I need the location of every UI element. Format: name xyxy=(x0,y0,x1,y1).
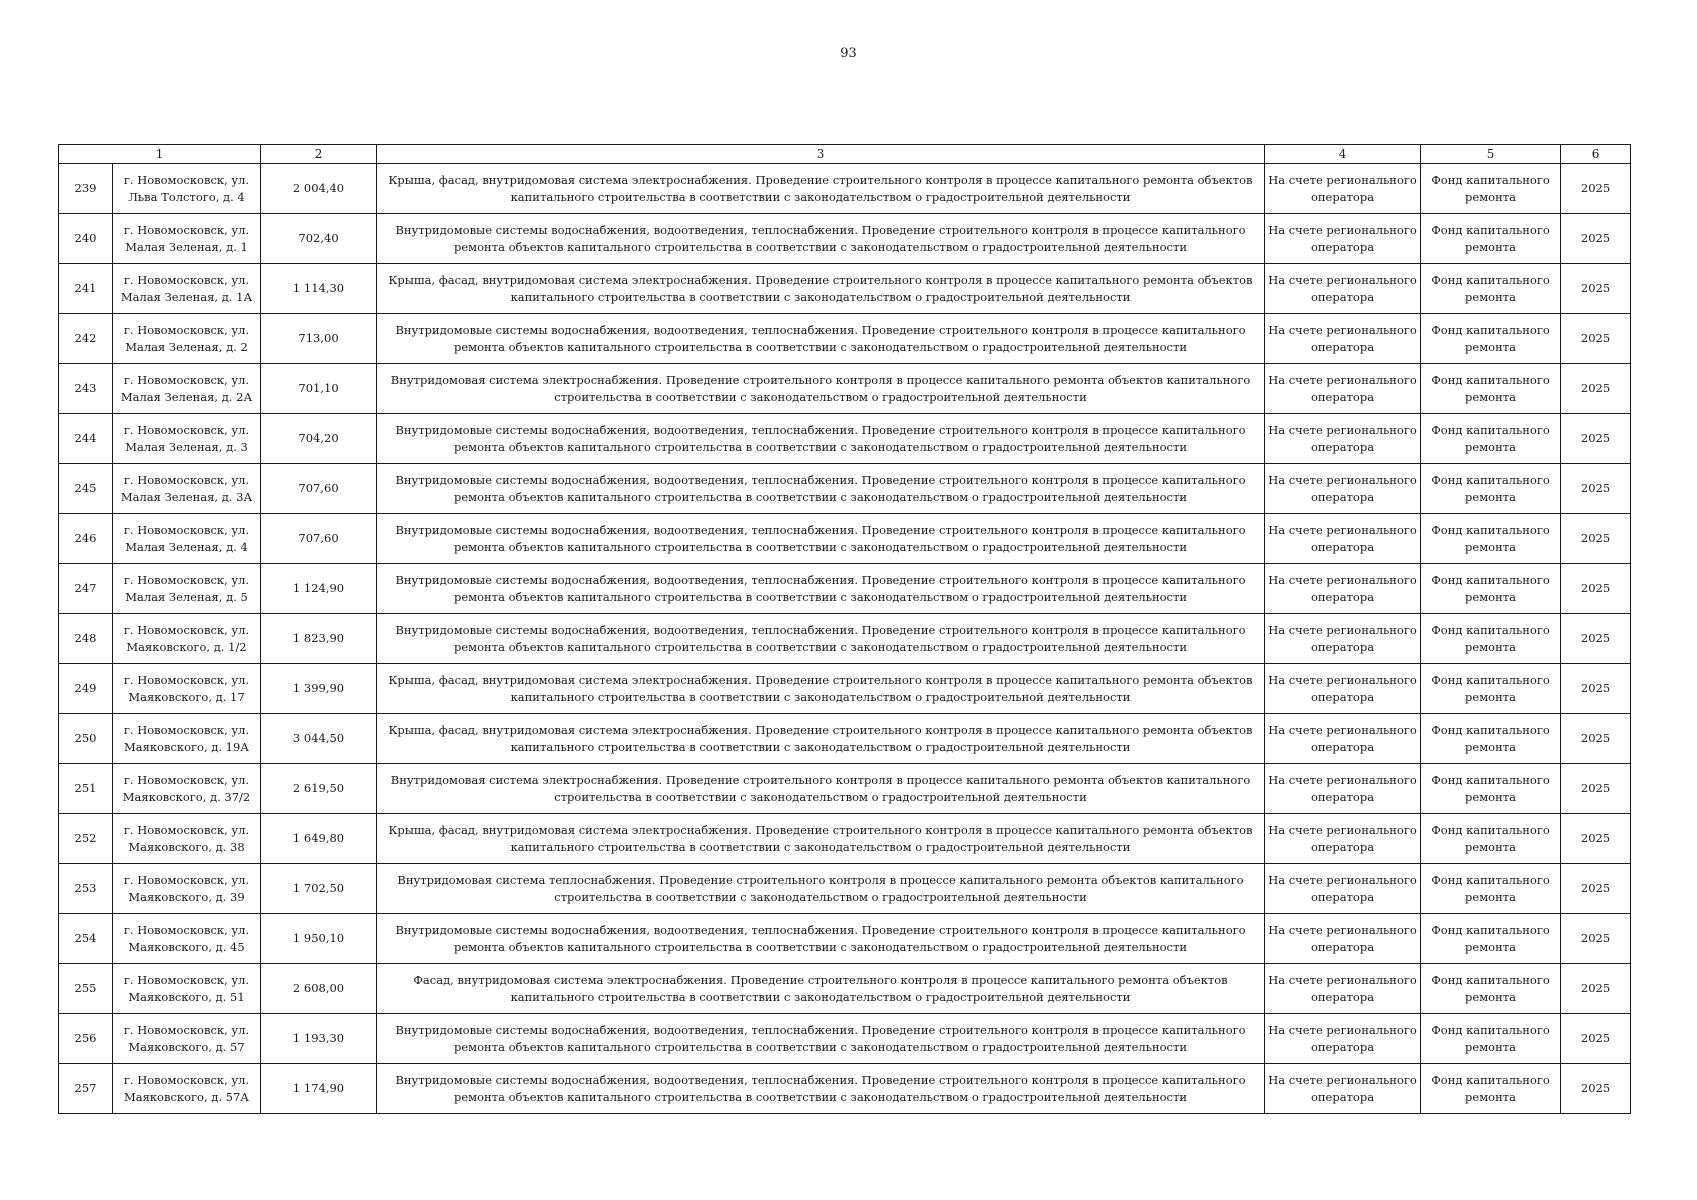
row-number-cell: 250 xyxy=(59,714,113,764)
area-cell: 707,60 xyxy=(261,514,377,564)
year-cell: 2025 xyxy=(1561,714,1631,764)
table-row xyxy=(59,464,1631,514)
row-number-cell: 254 xyxy=(59,914,113,964)
row-number-cell: 252 xyxy=(59,814,113,864)
table-row xyxy=(59,164,1631,214)
address-cell: г. Новомосковск, ул. Маяковского, д. 37/2 xyxy=(113,764,261,814)
account-cell: На счете регионального оператора xyxy=(1265,914,1421,964)
column-header-4: 4 xyxy=(1265,145,1421,164)
works-cell: Внутридомовые системы водоснабжения, водоотведения, теплоснабжения. Проведение строительного контроля в процессе капитального ремонта объектов капитального строительства в соответствии с законодательством о градостроительной деятельности xyxy=(377,564,1265,614)
works-cell: Крыша, фасад, внутридомовая система электроснабжения. Проведение строительного контроля в процессе капитального ремонта объектов капитального строительства в соответствии с законодательством о градостроительной деятельности xyxy=(377,664,1265,714)
year-cell: 2025 xyxy=(1561,764,1631,814)
works-cell: Внутридомовые системы водоснабжения, водоотведения, теплоснабжения. Проведение строительного контроля в процессе капитального ремонта объектов капитального строительства в соответствии с законодательством о градостроительной деятельности xyxy=(377,514,1265,564)
year-cell: 2025 xyxy=(1561,164,1631,214)
address-cell: г. Новомосковск, ул. Малая Зеленая, д. 1 xyxy=(113,214,261,264)
area-cell: 1 399,90 xyxy=(261,664,377,714)
area-cell: 1 114,30 xyxy=(261,264,377,314)
address-cell: г. Новомосковск, ул. Маяковского, д. 57 xyxy=(113,1014,261,1064)
row-number-cell: 241 xyxy=(59,264,113,314)
works-cell: Внутридомовые системы водоснабжения, водоотведения, теплоснабжения. Проведение строительного контроля в процессе капитального ремонта объектов капитального строительства в соответствии с законодательством о градостроительной деятельности xyxy=(377,914,1265,964)
area-cell: 3 044,50 xyxy=(261,714,377,764)
row-number-cell: 251 xyxy=(59,764,113,814)
funding-source-cell: Фонд капитального ремонта xyxy=(1421,1064,1561,1114)
address-cell: г. Новомосковск, ул. Маяковского, д. 39 xyxy=(113,864,261,914)
area-cell: 1 124,90 xyxy=(261,564,377,614)
table-row xyxy=(59,414,1631,464)
area-cell: 2 608,00 xyxy=(261,964,377,1014)
year-cell: 2025 xyxy=(1561,1014,1631,1064)
works-cell: Крыша, фасад, внутридомовая система электроснабжения. Проведение строительного контроля в процессе капитального ремонта объектов капитального строительства в соответствии с законодательством о градостроительной деятельности xyxy=(377,714,1265,764)
address-cell: г. Новомосковск, ул. Льва Толстого, д. 4 xyxy=(113,164,261,214)
address-cell: г. Новомосковск, ул. Малая Зеленая, д. 2А xyxy=(113,364,261,414)
works-cell: Внутридомовые системы водоснабжения, водоотведения, теплоснабжения. Проведение строительного контроля в процессе капитального ремонта объектов капитального строительства в соответствии с законодательством о градостроительной деятельности xyxy=(377,614,1265,664)
year-cell: 2025 xyxy=(1561,914,1631,964)
row-number-cell: 253 xyxy=(59,864,113,914)
table-row xyxy=(59,614,1631,664)
funding-source-cell: Фонд капитального ремонта xyxy=(1421,314,1561,364)
column-header-2: 2 xyxy=(261,145,377,164)
year-cell: 2025 xyxy=(1561,314,1631,364)
area-cell: 1 174,90 xyxy=(261,1064,377,1114)
works-cell: Внутридомовые системы водоснабжения, водоотведения, теплоснабжения. Проведение строительного контроля в процессе капитального ремонта объектов капитального строительства в соответствии с законодательством о градостроительной деятельности xyxy=(377,314,1265,364)
account-cell: На счете регионального оператора xyxy=(1265,1014,1421,1064)
address-cell: г. Новомосковск, ул. Малая Зеленая, д. 3А xyxy=(113,464,261,514)
table-row xyxy=(59,964,1631,1014)
address-cell: г. Новомосковск, ул. Малая Зеленая, д. 3 xyxy=(113,414,261,464)
column-header-1: 1 xyxy=(59,145,261,164)
funding-source-cell: Фонд капитального ремонта xyxy=(1421,364,1561,414)
funding-source-cell: Фонд капитального ремонта xyxy=(1421,864,1561,914)
funding-source-cell: Фонд капитального ремонта xyxy=(1421,714,1561,764)
row-number-cell: 242 xyxy=(59,314,113,364)
table-row xyxy=(59,564,1631,614)
works-cell: Крыша, фасад, внутридомовая система электроснабжения. Проведение строительного контроля в процессе капитального ремонта объектов капитального строительства в соответствии с законодательством о градостроительной деятельности xyxy=(377,164,1265,214)
funding-source-cell: Фонд капитального ремонта xyxy=(1421,564,1561,614)
column-number-row xyxy=(59,145,1631,164)
works-cell: Внутридомовые системы водоснабжения, водоотведения, теплоснабжения. Проведение строительного контроля в процессе капитального ремонта объектов капитального строительства в соответствии с законодательством о градостроительной деятельности xyxy=(377,464,1265,514)
funding-source-cell: Фонд капитального ремонта xyxy=(1421,464,1561,514)
table-row xyxy=(59,864,1631,914)
account-cell: На счете регионального оператора xyxy=(1265,514,1421,564)
funding-source-cell: Фонд капитального ремонта xyxy=(1421,614,1561,664)
account-cell: На счете регионального оператора xyxy=(1265,364,1421,414)
year-cell: 2025 xyxy=(1561,1064,1631,1114)
funding-source-cell: Фонд капитального ремонта xyxy=(1421,514,1561,564)
address-cell: г. Новомосковск, ул. Маяковского, д. 45 xyxy=(113,914,261,964)
address-cell: г. Новомосковск, ул. Маяковского, д. 57А xyxy=(113,1064,261,1114)
table-row xyxy=(59,814,1631,864)
address-cell: г. Новомосковск, ул. Малая Зеленая, д. 1А xyxy=(113,264,261,314)
area-cell: 704,20 xyxy=(261,414,377,464)
account-cell: На счете регионального оператора xyxy=(1265,664,1421,714)
year-cell: 2025 xyxy=(1561,264,1631,314)
row-number-cell: 245 xyxy=(59,464,113,514)
area-cell: 2 619,50 xyxy=(261,764,377,814)
account-cell: На счете регионального оператора xyxy=(1265,614,1421,664)
table-row xyxy=(59,1014,1631,1064)
row-number-cell: 240 xyxy=(59,214,113,264)
address-cell: г. Новомосковск, ул. Малая Зеленая, д. 5 xyxy=(113,564,261,614)
row-number-cell: 244 xyxy=(59,414,113,464)
address-cell: г. Новомосковск, ул. Малая Зеленая, д. 2 xyxy=(113,314,261,364)
year-cell: 2025 xyxy=(1561,214,1631,264)
year-cell: 2025 xyxy=(1561,514,1631,564)
year-cell: 2025 xyxy=(1561,664,1631,714)
works-cell: Крыша, фасад, внутридомовая система электроснабжения. Проведение строительного контроля в процессе капитального ремонта объектов капитального строительства в соответствии с законодательством о градостроительной деятельности xyxy=(377,264,1265,314)
works-cell: Крыша, фасад, внутридомовая система электроснабжения. Проведение строительного контроля в процессе капитального ремонта объектов капитального строительства в соответствии с законодательством о градостроительной деятельности xyxy=(377,814,1265,864)
year-cell: 2025 xyxy=(1561,964,1631,1014)
account-cell: На счете регионального оператора xyxy=(1265,214,1421,264)
account-cell: На счете регионального оператора xyxy=(1265,1064,1421,1114)
address-cell: г. Новомосковск, ул. Малая Зеленая, д. 4 xyxy=(113,514,261,564)
funding-source-cell: Фонд капитального ремонта xyxy=(1421,964,1561,1014)
account-cell: На счете регионального оператора xyxy=(1265,864,1421,914)
row-number-cell: 247 xyxy=(59,564,113,614)
year-cell: 2025 xyxy=(1561,364,1631,414)
account-cell: На счете регионального оператора xyxy=(1265,764,1421,814)
year-cell: 2025 xyxy=(1561,614,1631,664)
area-cell: 2 004,40 xyxy=(261,164,377,214)
page-number: 93 xyxy=(840,46,857,61)
table-row xyxy=(59,364,1631,414)
account-cell: На счете регионального оператора xyxy=(1265,814,1421,864)
column-header-3: 3 xyxy=(377,145,1265,164)
row-number-cell: 248 xyxy=(59,614,113,664)
account-cell: На счете регионального оператора xyxy=(1265,314,1421,364)
funding-source-cell: Фонд капитального ремонта xyxy=(1421,814,1561,864)
year-cell: 2025 xyxy=(1561,564,1631,614)
address-cell: г. Новомосковск, ул. Маяковского, д. 17 xyxy=(113,664,261,714)
funding-source-cell: Фонд капитального ремонта xyxy=(1421,764,1561,814)
address-cell: г. Новомосковск, ул. Маяковского, д. 19А xyxy=(113,714,261,764)
area-cell: 1 950,10 xyxy=(261,914,377,964)
row-number-cell: 256 xyxy=(59,1014,113,1064)
account-cell: На счете регионального оператора xyxy=(1265,414,1421,464)
works-cell: Внутридомовые системы водоснабжения, водоотведения, теплоснабжения. Проведение строительного контроля в процессе капитального ремонта объектов капитального строительства в соответствии с законодательством о градостроительной деятельности xyxy=(377,1064,1265,1114)
area-cell: 1 193,30 xyxy=(261,1014,377,1064)
area-cell: 707,60 xyxy=(261,464,377,514)
address-cell: г. Новомосковск, ул. Маяковского, д. 38 xyxy=(113,814,261,864)
area-cell: 713,00 xyxy=(261,314,377,364)
address-cell: г. Новомосковск, ул. Маяковского, д. 1/2 xyxy=(113,614,261,664)
account-cell: На счете регионального оператора xyxy=(1265,564,1421,614)
table-row xyxy=(59,764,1631,814)
account-cell: На счете регионального оператора xyxy=(1265,264,1421,314)
area-cell: 701,10 xyxy=(261,364,377,414)
year-cell: 2025 xyxy=(1561,814,1631,864)
area-cell: 1 823,90 xyxy=(261,614,377,664)
area-cell: 702,40 xyxy=(261,214,377,264)
row-number-cell: 246 xyxy=(59,514,113,564)
funding-source-cell: Фонд капитального ремонта xyxy=(1421,264,1561,314)
account-cell: На счете регионального оператора xyxy=(1265,164,1421,214)
works-cell: Внутридомовая система электроснабжения. Проведение строительного контроля в процессе капитального ремонта объектов капитального строительства в соответствии с законодательством о градостроительной деятельности xyxy=(377,764,1265,814)
year-cell: 2025 xyxy=(1561,864,1631,914)
table-row xyxy=(59,664,1631,714)
table-row xyxy=(59,264,1631,314)
works-cell: Внутридомовые системы водоснабжения, водоотведения, теплоснабжения. Проведение строительного контроля в процессе капитального ремонта объектов капитального строительства в соответствии с законодательством о градостроительной деятельности xyxy=(377,1014,1265,1064)
works-cell: Внутридомовые системы водоснабжения, водоотведения, теплоснабжения. Проведение строительного контроля в процессе капитального ремонта объектов капитального строительства в соответствии с законодательством о градостроительной деятельности xyxy=(377,414,1265,464)
funding-source-cell: Фонд капитального ремонта xyxy=(1421,1014,1561,1064)
table-row xyxy=(59,714,1631,764)
year-cell: 2025 xyxy=(1561,464,1631,514)
row-number-cell: 243 xyxy=(59,364,113,414)
works-cell: Внутридомовая система теплоснабжения. Проведение строительного контроля в процессе капитального ремонта объектов капитального строительства в соответствии с законодательством о градостроительной деятельности xyxy=(377,864,1265,914)
row-number-cell: 249 xyxy=(59,664,113,714)
row-number-cell: 255 xyxy=(59,964,113,1014)
column-header-6: 6 xyxy=(1561,145,1631,164)
table-body xyxy=(59,164,1631,1114)
account-cell: На счете регионального оператора xyxy=(1265,464,1421,514)
area-cell: 1 649,80 xyxy=(261,814,377,864)
table-row xyxy=(59,1064,1631,1114)
table-row xyxy=(59,514,1631,564)
works-cell: Внутридомовые системы водоснабжения, водоотведения, теплоснабжения. Проведение строительного контроля в процессе капитального ремонта объектов капитального строительства в соответствии с законодательством о градостроительной деятельности xyxy=(377,214,1265,264)
account-cell: На счете регионального оператора xyxy=(1265,964,1421,1014)
works-cell: Внутридомовая система электроснабжения. Проведение строительного контроля в процессе капитального ремонта объектов капитального строительства в соответствии с законодательством о градостроительной деятельности xyxy=(377,364,1265,414)
table-row xyxy=(59,314,1631,364)
year-cell: 2025 xyxy=(1561,414,1631,464)
table-row xyxy=(59,214,1631,264)
repair-program-table xyxy=(58,144,1631,1114)
row-number-cell: 239 xyxy=(59,164,113,214)
table-row xyxy=(59,914,1631,964)
funding-source-cell: Фонд капитального ремонта xyxy=(1421,164,1561,214)
funding-source-cell: Фонд капитального ремонта xyxy=(1421,664,1561,714)
works-cell: Фасад, внутридомовая система электроснабжения. Проведение строительного контроля в процессе капитального ремонта объектов капитального строительства в соответствии с законодательством о градостроительной деятельности xyxy=(377,964,1265,1014)
row-number-cell: 257 xyxy=(59,1064,113,1114)
area-cell: 1 702,50 xyxy=(261,864,377,914)
funding-source-cell: Фонд капитального ремонта xyxy=(1421,914,1561,964)
address-cell: г. Новомосковск, ул. Маяковского, д. 51 xyxy=(113,964,261,1014)
funding-source-cell: Фонд капитального ремонта xyxy=(1421,214,1561,264)
account-cell: На счете регионального оператора xyxy=(1265,714,1421,764)
funding-source-cell: Фонд капитального ремонта xyxy=(1421,414,1561,464)
column-header-5: 5 xyxy=(1421,145,1561,164)
